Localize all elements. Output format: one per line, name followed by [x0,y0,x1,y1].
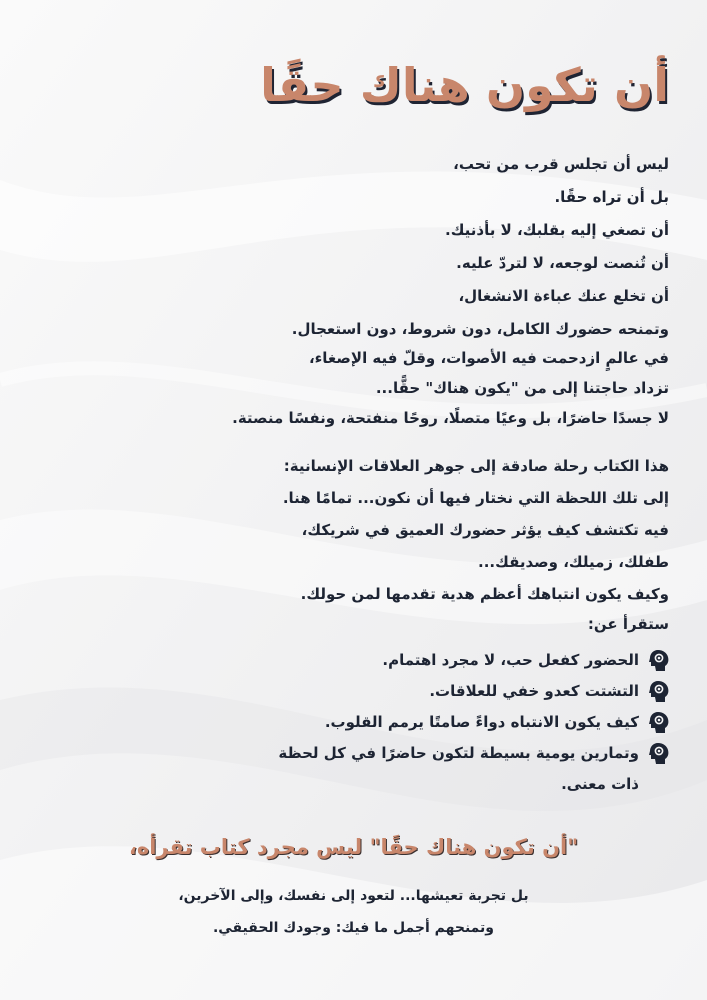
closing-paragraph [0,880,707,944]
intro-line: أن تُنصت لوجعه، لا لتردّ عليه. [456,254,669,272]
pull-quote: "أن تكون هناك حقًا" ليس مجرد كتاب تقرأه، [128,835,579,859]
about-line: وكيف يكون انتباهك أعظم هدية تقدمها لمن حولك. [300,585,669,603]
intro-line: وتمنحه حضورك الكامل، دون شروط، دون استعجال. [291,320,669,338]
about-line: هذا الكتاب رحلة صادقة إلى جوهر العلاقات الإنسانية: [283,457,669,475]
about-line: فيه تكتشف كيف يؤثر حضورك العميق في شريكك، [301,521,669,539]
list-item [29,738,669,800]
world-line: لا جسدًا حاضرًا، بل وعيًا متصلًا، روحًا منفتحة، ونفسًا منصتة. [232,409,669,427]
list-item [29,707,669,738]
intro-line: أن تصغي إليه بقلبك، لا بأذنيك. [445,221,669,239]
about-line: إلى تلك اللحظة التي نختار فيها أن نكون... تمامًا هنا. [282,489,669,507]
head-profile-icon [649,681,669,703]
learn-heading: ستقرأ عن: [587,615,669,633]
list-item-text [278,738,643,800]
head-profile-icon [649,743,669,765]
list-item-line: التشتت كعدو خفي للعلاقات. [429,682,639,700]
about-line: طفلك، زميلك، وصديقك... [478,553,669,571]
book-title: أن تكون هناك حقًا [260,58,669,112]
intro-line: بل أن تراه حقًا. [554,188,669,206]
learn-list [29,645,669,800]
intro-line: أن تخلع عنك عباءة الانشغال، [458,287,669,305]
head-profile-icon [649,712,669,734]
list-item-line: ذات معنى. [561,775,639,793]
list-item-text [382,645,643,676]
list-item-line: وتمارين يومية بسيطة لتكون حاضرًا في كل لحظة [278,744,639,762]
about-paragraph [29,450,669,610]
list-item-line: كيف يكون الانتباه دواءً صامتًا يرمم القلوب. [324,713,639,731]
world-paragraph [29,343,669,433]
world-line: في عالمٍ ازدحمت فيه الأصوات، وقلّ فيه الإصغاء، [308,349,669,367]
list-item [29,676,669,707]
closing-line: وتمنحهم أجمل ما فيك: وجودك الحقيقي. [212,920,495,936]
head-profile-icon [649,650,669,672]
list-item-text [325,707,643,738]
intro-paragraph [29,148,669,346]
closing-line: بل تجربة تعيشها... لتعود إلى نفسك، وإلى الآخرين، [178,888,529,904]
intro-line: ليس أن تجلس قرب من تحب، [453,155,669,173]
world-line: تزداد حاجتنا إلى من "يكون هناك" حقًّا... [375,379,669,397]
list-item [29,645,669,676]
list-item-line: الحضور كفعل حب، لا مجرد اهتمام. [382,651,639,669]
list-item-text [429,676,643,707]
